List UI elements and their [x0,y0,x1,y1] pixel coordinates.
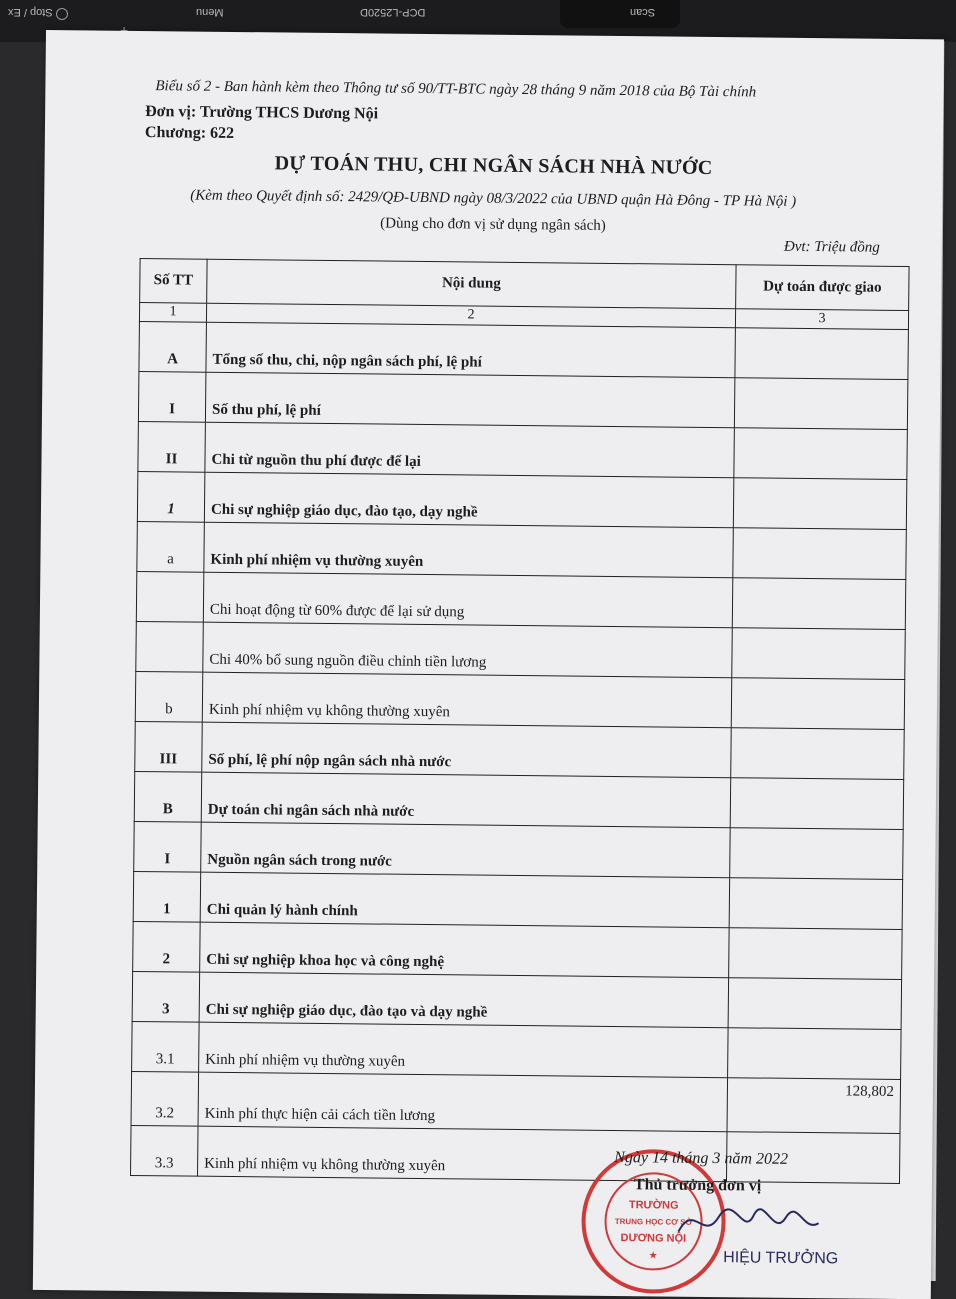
row-value [730,828,904,880]
row-content: Chi 40% bổ sung nguồn điều chỉnh tiền lương [203,622,732,678]
table-row [135,671,904,729]
table-row [132,971,901,1029]
row-stt: 3 [132,971,200,1022]
row-value [732,628,906,680]
row-content: Chi hoạt động từ 60% được để lại sử dụng [203,572,732,628]
row-stt: 1 [133,871,201,922]
row-content: Dự toán chi ngân sách nhà nước [201,772,730,828]
table-row [133,921,902,979]
header-stt: Số TT [140,258,207,303]
stop-button-icon [56,8,68,20]
row-value [731,678,905,730]
table-row [134,771,903,829]
row-value [731,728,905,780]
table-row [136,621,905,679]
row-value [729,878,903,930]
row-content: Chi sự nghiệp giáo dục, đào tạo và dạy nghề [199,972,728,1028]
table-row [138,371,907,429]
header-budget: Dự toán được giao [736,265,909,311]
table-row [134,821,903,879]
table-row [137,521,906,579]
table-row [137,471,906,529]
usage-note: (Dùng cho đơn vị sử dụng ngân sách) [380,215,606,234]
svg-text:★: ★ [648,1250,658,1262]
row-content: Kinh phí nhiệm vụ không thường xuyên [202,672,731,728]
row-value [728,1028,902,1080]
form-reference: Biểu số 2 - Ban hành kèm theo Thông tư số 90/TT-BTC ngày 28 tháng 9 năm 2018 của Bộ Tài chính [155,78,757,101]
signer-title: Thủ trưởng đơn vị [633,1176,762,1195]
document-title: DỰ TOÁN THU, CHI NGÂN SÁCH NHÀ NƯỚC [274,152,713,179]
row-content: Chi sự nghiệp giáo dục, đào tạo, dạy nghề [204,472,733,528]
row-value: 128,802 [727,1078,901,1134]
row-stt: 1 [137,471,205,522]
unit-name: Đơn vị: Trường THCS Dương Nội [145,103,379,123]
column-number: 2 [206,303,735,328]
row-value [734,378,908,430]
decision-reference: (Kèm theo Quyết định số: 2429/QĐ-UBND ngày 08/3/2022 của UBND quận Hà Đông - TP Hà Nội ) [190,187,797,210]
table-row [133,871,902,929]
svg-text:TRƯỜNG: TRƯỜNG [628,1199,679,1212]
menu-label: Menu [196,6,224,18]
budget-table [130,258,910,1184]
printer-cover [560,0,680,28]
row-value [735,328,909,380]
row-content: Tổng số thu, chi, nộp ngân sách phí, lệ phí [206,322,735,378]
row-stt: 3.2 [131,1071,199,1126]
row-content: Chi từ nguồn thu phí được để lại [205,422,734,478]
chapter-code: Chương: 622 [144,124,235,142]
table-row [135,721,904,779]
stop-exit-label: Stop / Ex [8,6,53,18]
row-value [730,778,904,830]
row-stt: II [138,421,206,472]
row-content: Kinh phí nhiệm vụ thường xuyên [204,522,733,578]
column-number: 1 [139,302,206,322]
document-page [33,30,944,1299]
table-row [136,571,905,629]
row-stt: 3.1 [132,1021,200,1072]
table-row [132,1021,901,1079]
row-content: Nguồn ngân sách trong nước [201,822,730,878]
row-value [729,928,903,980]
row-value [732,578,906,630]
row-stt: a [137,521,205,572]
currency-unit: Đvt: Triệu đồng [783,238,880,256]
row-content: Kinh phí nhiệm vụ thường xuyên [199,1022,728,1078]
row-value [733,478,907,530]
table-row [139,321,908,379]
row-stt: I [134,821,202,872]
row-stt: b [135,671,203,722]
row-content: Chi quản lý hành chính [200,872,729,928]
row-content: Chi sự nghiệp khoa học và công nghệ [200,922,729,978]
row-stt: 3.3 [131,1125,199,1176]
row-stt: B [134,771,202,822]
row-content: Số thu phí, lệ phí [205,372,734,428]
row-content: Số phí, lệ phí nộp ngân sách nhà nước [202,722,731,778]
header-content: Nội dung [207,259,736,309]
row-stt [136,571,204,622]
row-value [733,528,907,580]
table-row [131,1071,901,1133]
table-row [138,421,907,479]
row-stt: III [135,721,203,772]
row-content: Kinh phí nhiệm vụ không thường xuyên [198,1126,727,1182]
row-stt: A [139,321,207,372]
row-stt: I [138,371,206,422]
row-value [728,978,902,1030]
row-stt: 2 [133,921,201,972]
column-number: 3 [735,309,908,330]
row-stt [136,621,204,672]
row-value [734,428,908,480]
position-title: HIỆU TRƯỞNG [723,1249,839,1268]
svg-text:DƯƠNG NỘI: DƯƠNG NỘI [620,1232,687,1245]
handwritten-signature [673,1197,824,1249]
printer-model-label: DCP-L2520D [360,6,426,18]
svg-text:TRUNG HỌC CƠ SỞ: TRUNG HỌC CƠ SỞ [614,1217,693,1227]
signature-date: Ngày 14 tháng 3 năm 2022 [614,1149,789,1168]
scan-label: Scan [630,6,656,18]
row-content: Kinh phí thực hiện cải cách tiền lương [198,1072,728,1132]
